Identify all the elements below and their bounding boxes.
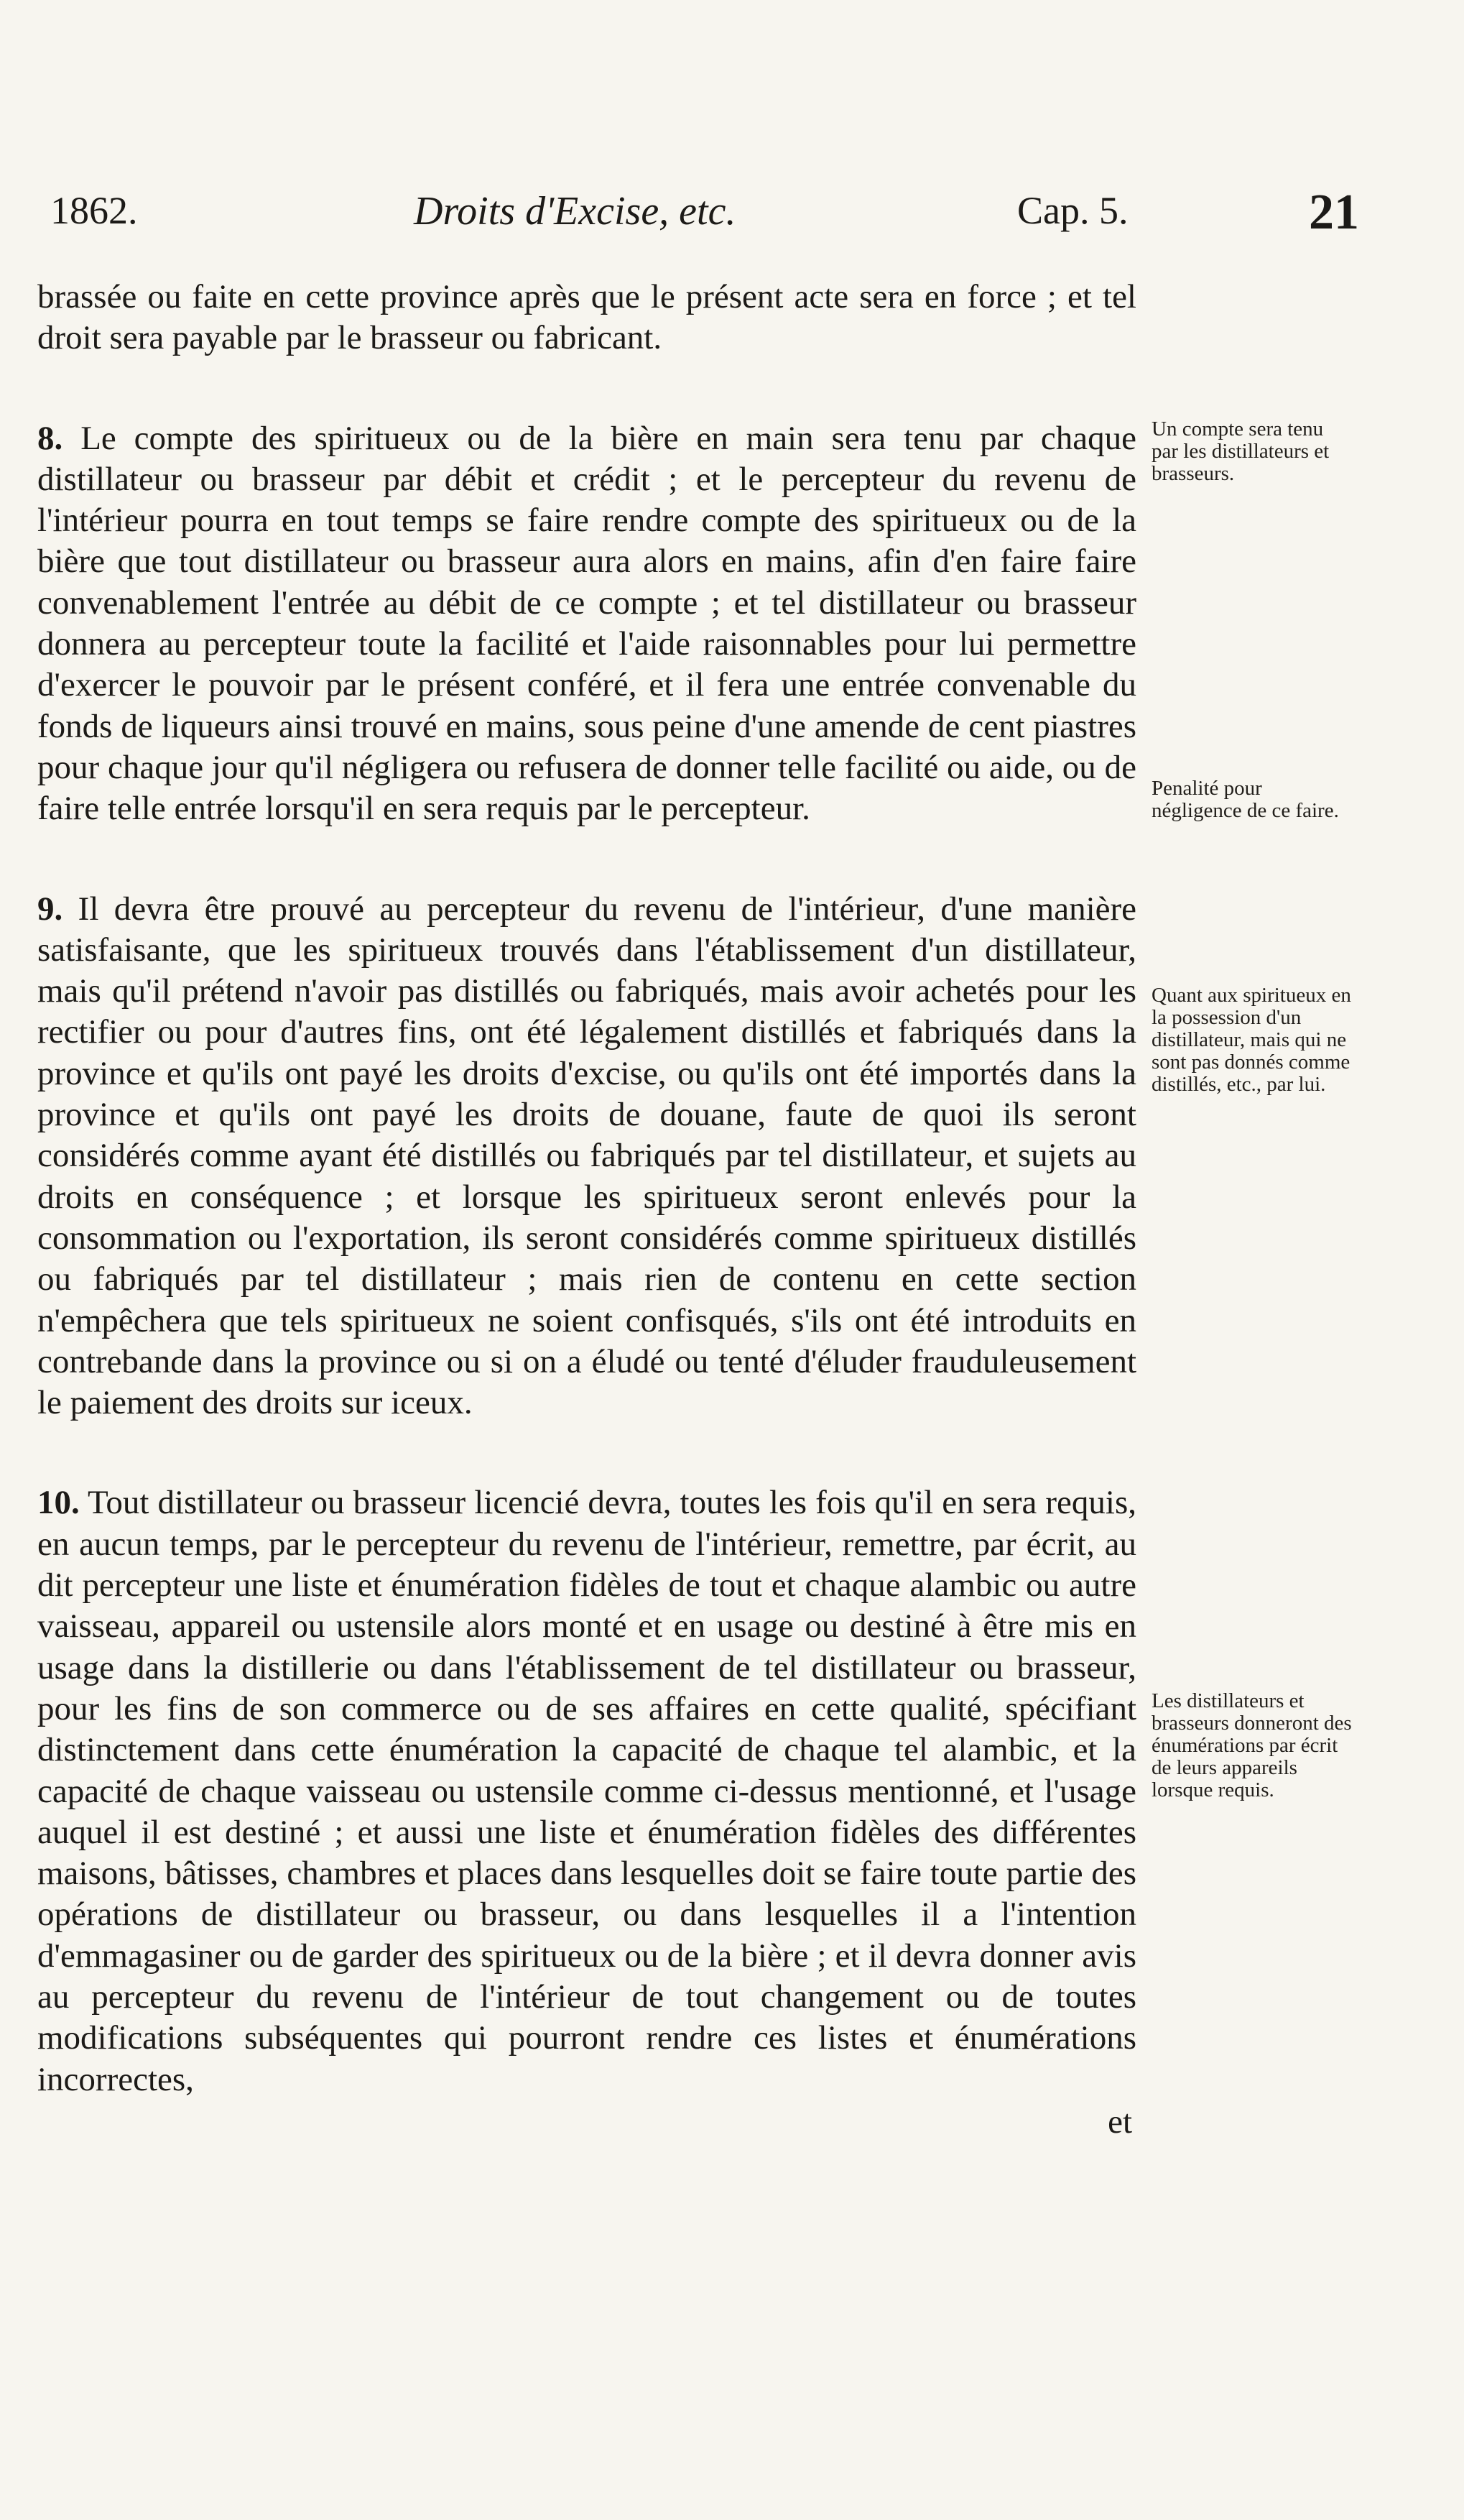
marginal-note: Un compte sera tenu par les distillateurs et brasseurs.	[1152, 417, 1330, 485]
section-9	[37, 889, 1136, 1424]
section-text: Le compte des spiritueux ou de la bière en main sera tenu par chaque distillateur ou brasseur par débit et crédit ; et le percepteur du revenu de l'intérieur pourra en tout temps se faire rendre compte des spiritueux ou de la bière que tout distillateur ou brasseur aura alors en mains, afin d'en faire faire convenablement l'entrée au débit de ce compte ; et tel distillateur ou brasseur donnera au percepteur toute la facilité et l'aide raisonnables pour lui permettre d'exercer le pouvoir par le présent conféré, et il fera une entrée convenable du fonds de liqueurs ainsi trouvé en mains, sous peine d'une amende de cent piastres pour chaque jour qu'il négligera ou refusera de donner telle facilité ou aide, ou de faire telle entrée lorsqu'il en sera requis par le percepteur.	[37, 419, 1137, 828]
marginal-note: Les distillateurs et brasseurs donneront des énumérations par écrit de leurs appareils lorsque requis.	[1152, 1689, 1352, 1801]
header-title: Droits d'Excise, etc.	[414, 189, 736, 234]
section-text: Tout distillateur ou brasseur licencié devra, toutes les fois qu'il en sera requis, en aucun temps, par le percepteur du revenu de l'intérieur, remettre, par écrit, au dit percepteur une liste et énumération fidèles de tout et chaque alambic ou autre vaisseau, appareil ou ustensile alors monté et en usage ou destiné à être mis en usage dans la distillerie ou dans l'établissement de tel distillateur ou brasseur, pour les fins de son commerce ou de ses affaires en cette qualité, spécifiant distinctement dans cette énumération la capacité de chaque tel alambic, et la capacité de chaque vaisseau ou ustensile comme ci-dessus mentionné, et l'usage auquel il est destiné ; et aussi une liste et énumération fidèles des différentes maisons, bâtisses, chambres et places dans lesquelles doit se faire toute partie des opérations de distillateur ou brasseur, ou dans lesquelles il a l'intention d'emmagasiner ou de garder des spiritueux ou de la bière ; et il devra donner avis au percepteur du revenu de l'intérieur de tout changement ou de toutes modifications subséquentes qui pourront rendre ces listes et énumérations incorrectes,	[37, 1484, 1136, 2098]
header-year: 1862.	[50, 189, 138, 232]
section-continuation	[37, 277, 1136, 359]
marginal-note: Quant aux spiritueux en la possession d'un distillateur, mais qui ne sont pas donnés comme distillés, etc., par lui.	[1152, 984, 1351, 1096]
marginal-note: Penalité pour négligence de ce faire.	[1152, 777, 1339, 822]
section-8	[37, 418, 1136, 830]
running-header	[50, 185, 1359, 253]
section-text: brassée ou faite en cette province après que le présent acte sera en force ; et tel droit sera payable par le brasseur ou fabricant.	[37, 278, 1136, 357]
page-number: 21	[1309, 185, 1359, 240]
section-number: 9.	[37, 890, 63, 928]
section-text: Il devra être prouvé au percepteur du revenu de l'intérieur, d'une manière satisfaisante, que les spiritueux trouvés dans l'établissement d'un distillateur, mais qu'il prétend n'avoir pas distillés ou fabriqués, mais avoir achetés pour les rectifier ou pour d'autres fins, ont été légalement distillés et fabriqués dans la province et qu'ils ont payé les droits d'excise, ou qu'ils ont été importés dans la province et qu'ils ont payé les droits de douane, faute de quoi ils seront considérés comme ayant été distillés ou fabriqués par tel distillateur, et sujets au droits en conséquence ; et lorsque les spiritueux seront enlevés pour la consommation ou l'exportation, ils seront considérés comme spiritueux distillés ou fabriqués par tel distillateur ; mais rien de contenu en cette section n'empêchera que tels spiritueux ne soient confisqués, s'ils ont été introduits en contrebande dans la province ou si on a éludé ou tenté d'éluder frauduleusement le paiement des droits sur iceux.	[37, 890, 1136, 1422]
header-chapter: Cap. 5.	[1017, 189, 1129, 232]
section-number: 8.	[37, 419, 63, 457]
main-text-column	[37, 277, 1136, 2143]
section-number: 10.	[37, 1484, 80, 1522]
catchword: et	[1108, 2103, 1132, 2141]
section-10	[37, 1482, 1136, 2100]
